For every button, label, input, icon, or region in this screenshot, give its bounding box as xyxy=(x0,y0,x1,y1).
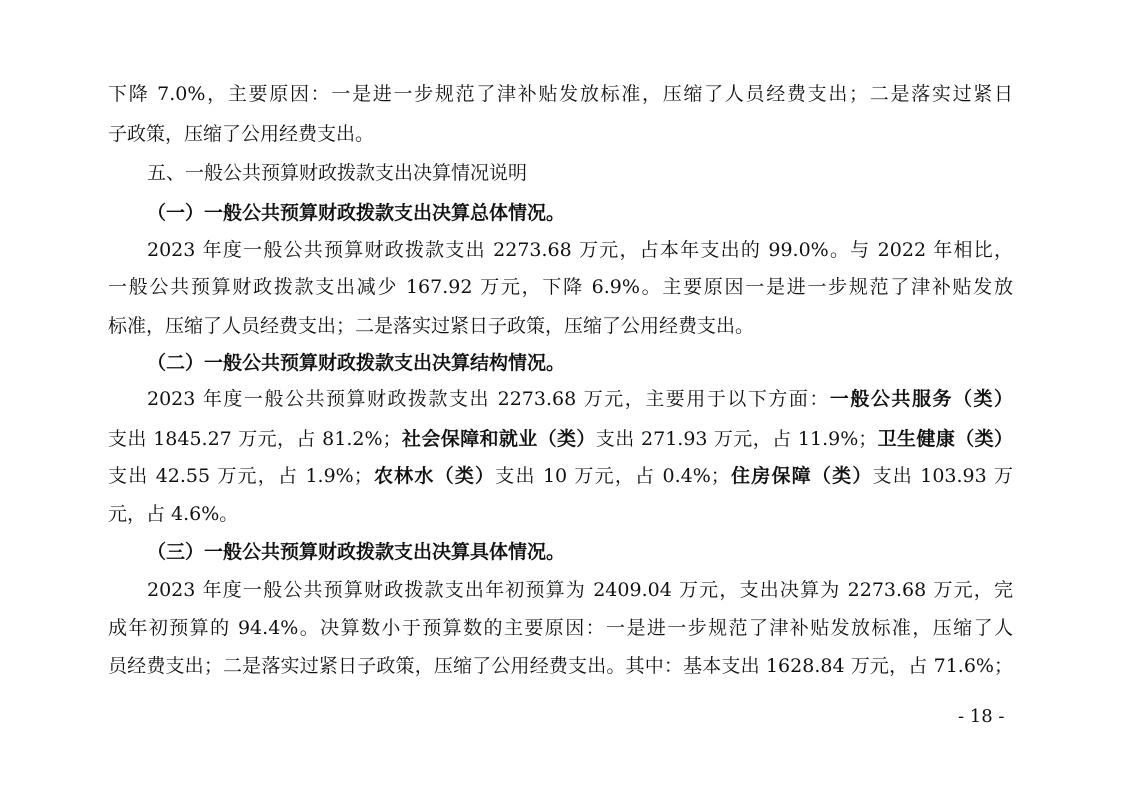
paragraph-line: 下降 7.0%，主要原因：一是进一步规范了津补贴发放标准，压缩了人员经费支出；二是落实过紧日 xyxy=(108,83,1013,105)
page-number: - 18 - xyxy=(958,706,1005,727)
paragraph-line: 一般公共预算财政拨款支出减少 167.92 万元，下降 6.9%。主要原因一是进一步规范了津补贴发放 xyxy=(108,276,1013,298)
text-run: 支出 103.93 万 xyxy=(872,465,1013,487)
section-heading: 五、一般公共预算财政拨款支出决算情况说明 xyxy=(147,162,528,184)
category-label: 住房保障（类） xyxy=(729,465,873,487)
paragraph-line xyxy=(147,387,1013,411)
paragraph-line: 成年初预算的 94.4%。决算数小于预算数的主要原因：一是进一步规范了津补贴发放标准，压缩了人 xyxy=(108,617,1013,639)
text-run: 支出 271.93 万元，占 11.9%； xyxy=(595,428,878,450)
text-run: 支出 42.55 万元，占 1.9%； xyxy=(108,465,373,487)
subsection-heading: （二）一般公共预算财政拨款支出决算结构情况。 xyxy=(147,352,566,374)
paragraph-line: 2023 年度一般公共预算财政拨款支出年初预算为 2409.04 万元，支出决算为 2273.68 万元，完 xyxy=(147,579,1013,601)
paragraph-line: 子政策，压缩了公用经费支出。 xyxy=(108,123,375,145)
subsection-heading: （一）一般公共预算财政拨款支出决算总体情况。 xyxy=(147,202,566,224)
category-label: 一般公共服务（类） xyxy=(829,388,1013,410)
paragraph-line xyxy=(108,427,1013,451)
paragraph-line xyxy=(108,464,1013,488)
category-label: 农林水（类） xyxy=(372,465,496,487)
category-label: 社会保障和就业（类） xyxy=(401,428,596,450)
text-run: 支出 10 万元，占 0.4%； xyxy=(495,465,730,487)
category-label: 卫生健康（类） xyxy=(877,428,1013,450)
paragraph-line: 员经费支出；二是落实过紧日子政策，压缩了公用经费支出。其中：基本支出 1628.84 万元，占 71.6%； xyxy=(108,655,1013,677)
paragraph-line: 2023 年度一般公共预算财政拨款支出 2273.68 万元，占本年支出的 99.0%。与 2022 年相比， xyxy=(147,239,1013,261)
subsection-heading: （三）一般公共预算财政拨款支出决算具体情况。 xyxy=(147,541,566,563)
text-run: 支出 1845.27 万元，占 81.2%； xyxy=(108,428,402,450)
text-run: 2023 年度一般公共预算财政拨款支出 2273.68 万元，主要用于以下方面： xyxy=(147,388,830,410)
paragraph-line: 标准，压缩了人员经费支出；二是落实过紧日子政策，压缩了公用经费支出。 xyxy=(108,315,755,337)
paragraph-line: 元，占 4.6%。 xyxy=(108,503,239,525)
